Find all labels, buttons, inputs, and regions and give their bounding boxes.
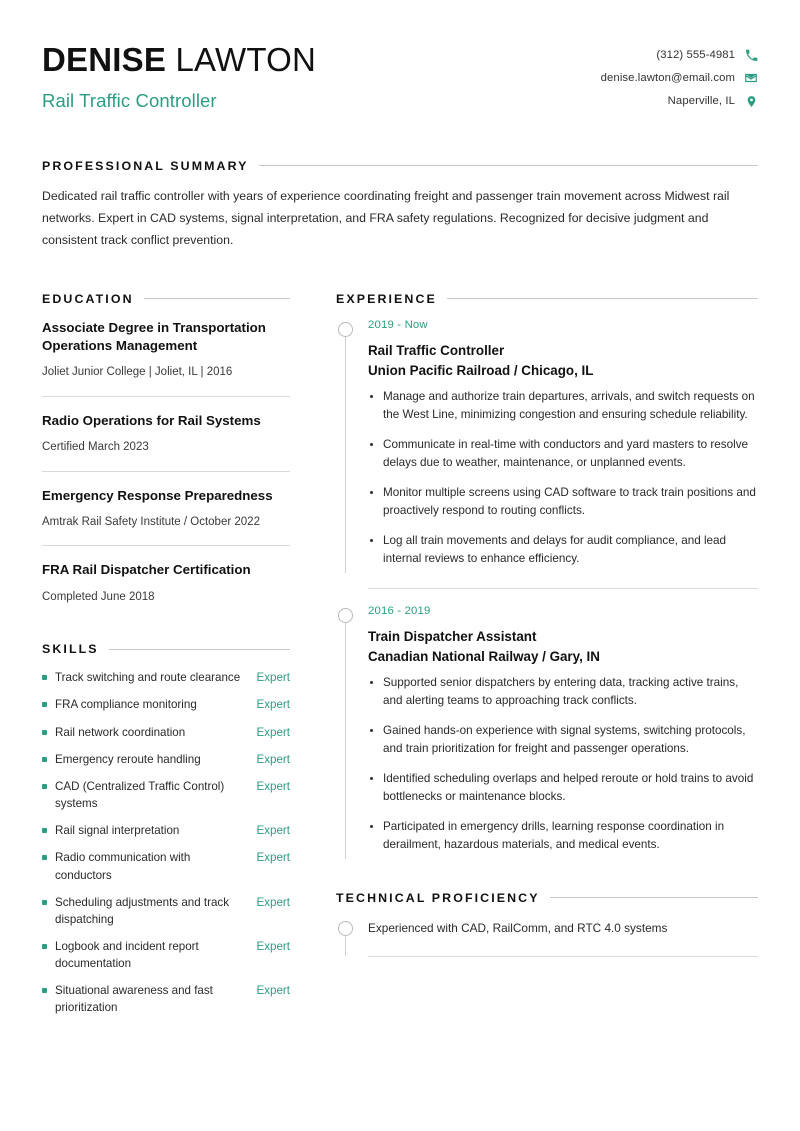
bullet-icon [42,944,47,949]
summary-heading-text: PROFESSIONAL SUMMARY [42,158,249,173]
education-meta: Completed June 2018 [42,590,155,603]
skill-level: Expert [256,895,290,909]
skill-item [42,724,290,741]
phone-icon [744,48,758,62]
education-item [42,412,290,456]
skill-name: Emergency reroute handling [55,752,201,766]
experience-timeline [336,319,758,857]
experience-company: Canadian National Railway / Gary, IN [368,648,600,664]
experience-section [336,292,758,857]
experience-bullet: Log all train movements and delays for audit compliance, and lead internal reviews to enhance efficiency. [368,532,758,569]
timeline-line [345,934,346,956]
skill-item [42,894,290,928]
bullet-icon [42,702,47,707]
bullet-icon [42,855,47,860]
education-section [42,292,290,606]
bullet-icon [42,784,47,789]
technical-entry [336,918,758,938]
technical-divider [368,956,758,957]
heading-divider [550,897,758,898]
skill-level: Expert [256,725,290,739]
summary-text: Dedicated rail traffic controller with years of experience coordinating freight and passenger train movement across Midwest rail networks. Expert in CAD systems, signal interpretation, and FRA safety regulations. Recognized for decisive judgment and consistent track conflict prevention. [42,188,730,247]
education-item [42,319,290,381]
bullet-icon [42,675,47,680]
skill-item [42,849,290,883]
skill-item [42,778,290,812]
skill-item [42,938,290,972]
skill-level: Expert [256,671,290,685]
experience-divider [368,588,758,589]
skill-name: Radio communication with conductors [55,851,191,882]
experience-bullet: Communicate in real-time with conductors and yard masters to resolve delays due to weather, maintenance, or unplanned events. [368,436,758,473]
skill-level: Expert [256,698,290,712]
contact-phone-row[interactable] [656,48,758,62]
experience-heading-text: EXPERIENCE [336,291,437,306]
education-heading-text: EDUCATION [42,291,134,306]
bullet-icon [42,988,47,993]
experience-role: Rail Traffic Controller [368,342,505,358]
experience-bullets [368,674,758,855]
technical-heading-text: TECHNICAL PROFICIENCY [336,890,540,905]
skill-name: FRA compliance monitoring [55,698,197,712]
heading-divider [109,649,290,650]
education-item [42,487,290,531]
skill-name: Track switching and route clearance [55,671,241,685]
education-divider [42,471,290,472]
contact-block [601,40,758,108]
professional-summary-section [42,159,758,252]
experience-bullet: Monitor multiple screens using CAD software to track train positions and proactively respond to routing conflicts. [368,484,758,521]
experience-date: 2019 - Now [368,318,428,331]
education-divider [42,396,290,397]
skill-item [42,696,290,713]
timeline-line [345,621,346,859]
skills-heading [42,642,290,656]
experience-entry [336,605,758,857]
timeline-marker-icon [338,921,353,936]
timeline-marker-icon [338,608,353,623]
education-divider [42,545,290,546]
skill-level: Expert [256,779,290,793]
experience-bullet: Participated in emergency drills, learning response coordination in derailment, hazardous materials, and medical events. [368,818,758,855]
education-meta: Joliet Junior College | Joliet, IL | 2016 [42,365,233,378]
map-pin-icon [744,94,758,108]
skill-item [42,669,290,686]
skill-level: Expert [256,851,290,865]
skill-name: CAD (Centralized Traffic Control) systems [55,779,225,811]
job-title: Rail Traffic Controller [42,89,217,111]
first-name: DENISE [42,41,167,78]
contact-email-text: denise.lawton@email.com [600,72,735,84]
contact-location-row[interactable] [668,94,758,108]
technical-heading [336,891,758,905]
experience-bullets [368,388,758,569]
last-name: LAWTON [175,41,317,78]
bullet-icon [42,757,47,762]
technical-text: Experienced with CAD, RailComm, and RTC 4.0 systems [368,920,668,935]
timeline-line [345,335,346,573]
heading-divider [447,298,758,299]
education-item [42,561,290,605]
identity-block [42,40,316,112]
skill-item [42,982,290,1016]
experience-bullet: Identified scheduling overlaps and helped reroute or hold trains to avoid bottlenecks or maintenance blocks. [368,770,758,807]
skill-level: Expert [256,940,290,953]
education-degree: Emergency Response Preparedness [42,487,273,503]
left-column [42,292,290,1027]
skills-heading-text: SKILLS [42,642,99,657]
experience-date: 2016 - 2019 [368,604,431,617]
experience-entry [336,319,758,571]
resume-body [42,292,758,1027]
contact-location-text: Naperville, IL [667,95,735,107]
education-degree: Associate Degree in Transportation Operations Management [42,319,266,353]
technical-proficiency-section [336,891,758,957]
contact-email-row[interactable] [601,71,758,85]
education-degree: Radio Operations for Rail Systems [42,412,261,428]
experience-company: Union Pacific Railroad / Chicago, IL [368,362,594,378]
skill-level: Expert [256,984,290,998]
envelope-icon [744,71,758,85]
education-meta: Amtrak Rail Safety Institute / October 2022 [42,515,260,528]
experience-bullet: Gained hands-on experience with signal systems, switching protocols, and train prioritization for freight and passenger operations. [368,722,758,759]
summary-heading [42,159,758,173]
skill-name: Situational awareness and fast prioritization [55,984,213,1015]
skill-level: Expert [256,824,290,838]
contact-phone-text: (312) 555-4981 [656,49,735,61]
skills-section [42,642,290,1016]
resume-header [42,34,758,112]
bullet-icon [42,828,47,833]
page-title [42,42,316,79]
heading-divider [144,298,290,299]
bullet-icon [42,730,47,735]
education-degree: FRA Rail Dispatcher Certification [42,562,251,578]
right-column [336,292,758,957]
experience-bullet: Supported senior dispatchers by entering data, tracking active trains, and alerting teams to approaching track conflicts. [368,674,758,711]
education-heading [42,292,290,306]
skill-name: Scheduling adjustments and track dispatching [55,895,230,926]
experience-bullet: Manage and authorize train departures, arrivals, and switch requests on the West Line, minimizing congestion and ensuring schedule reliability. [368,388,758,425]
skill-item [42,751,290,768]
bullet-icon [42,900,47,905]
education-meta: Certified March 2023 [42,440,149,453]
experience-role: Train Dispatcher Assistant [368,628,537,644]
skill-name: Logbook and incident report documentation [55,940,199,971]
timeline-marker-icon [338,322,353,337]
skill-item [42,822,290,839]
experience-heading [336,292,758,306]
skill-level: Expert [256,752,290,766]
heading-divider [259,165,758,166]
skill-name: Rail network coordination [55,725,186,739]
skill-name: Rail signal interpretation [55,824,180,838]
